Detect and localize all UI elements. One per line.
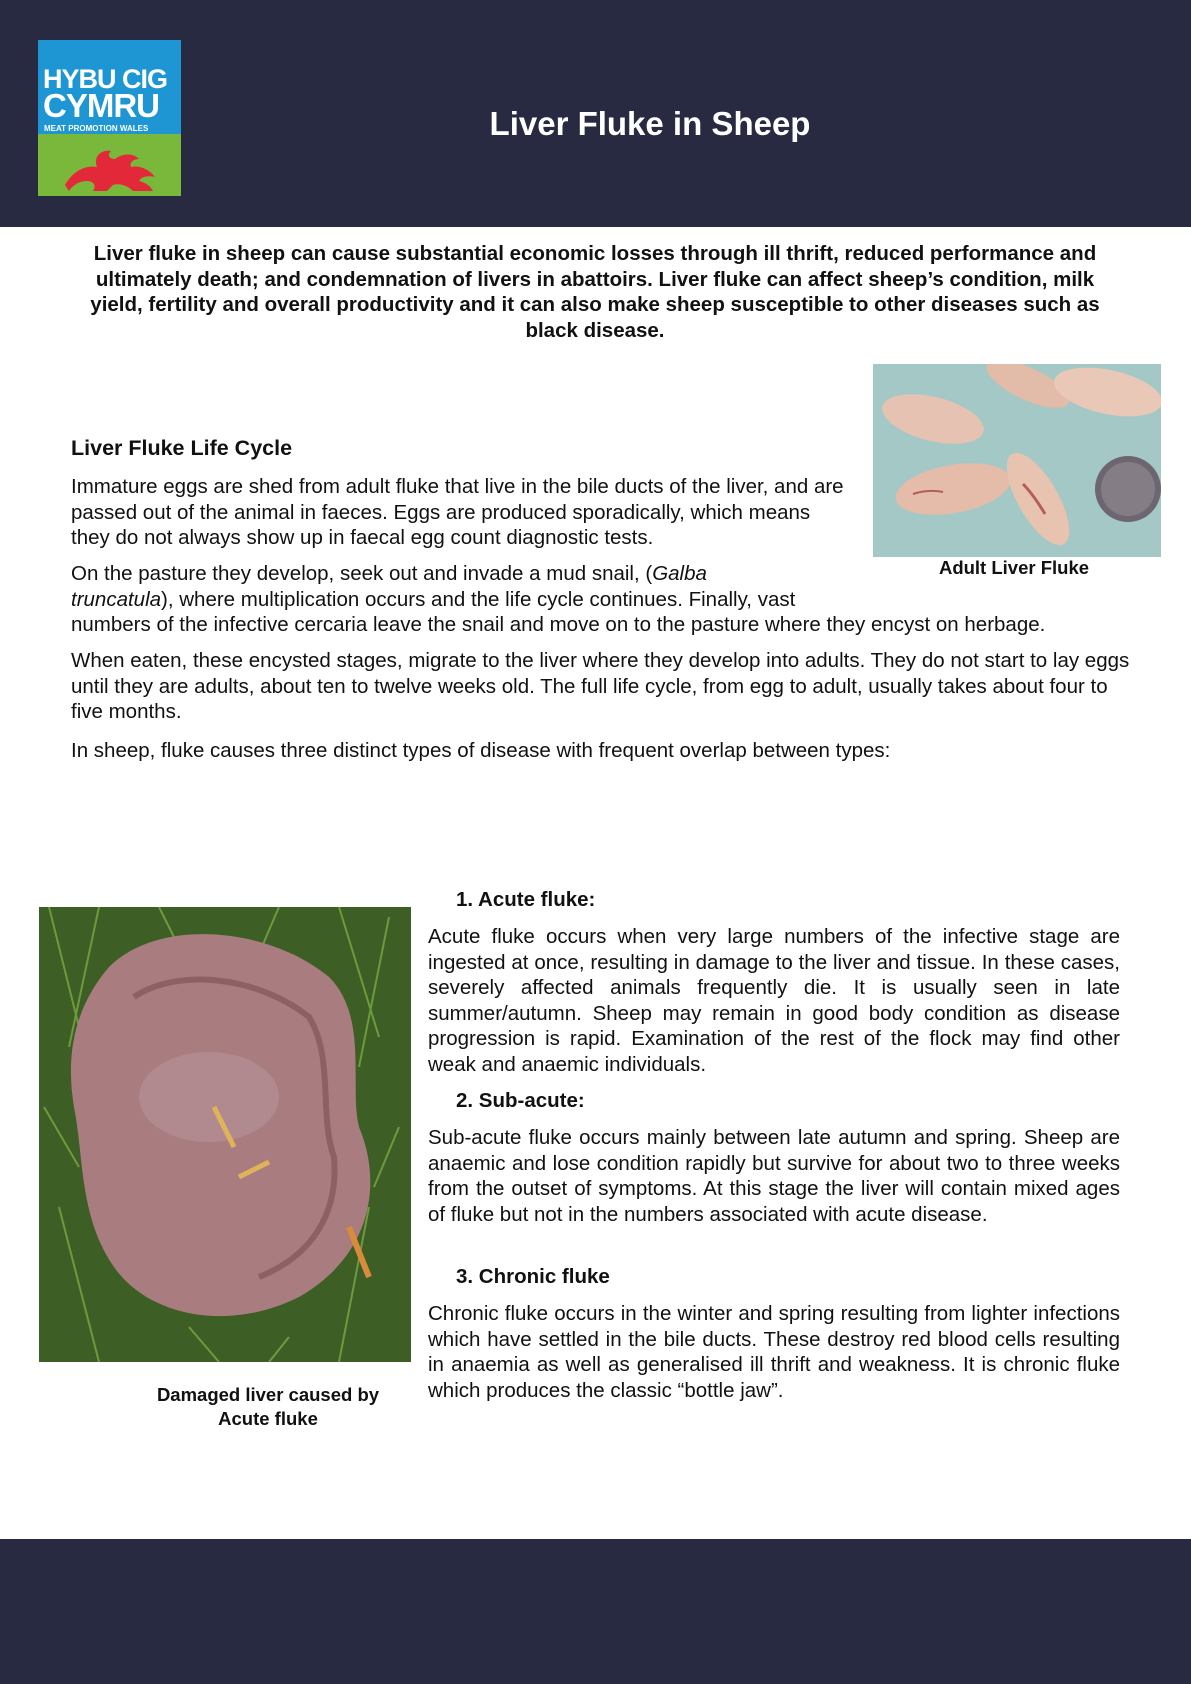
damaged-liver-caption bbox=[128, 1383, 408, 1431]
life-cycle-paragraph-2 bbox=[71, 561, 851, 612]
life-cycle-heading: Liver Fluke Life Cycle bbox=[71, 436, 293, 460]
sub-acute-text: Sub-acute fluke occurs mainly between late autumn and spring. Sheep are anaemic and lose condition rapidly but survive for about two to three weeks from the outset of symptoms. At this stage the liver will contain mixed ages of fluke but not in the numbers associated with acute disease. bbox=[428, 1126, 1120, 1226]
chronic-fluke-text: Chronic fluke occurs in the winter and spring resulting from lighter infections which have settled in the bile ducts. These destroy red blood cells resulting in anaemia as well as generalised ill thrift and weakness. It is chronic fluke which produces the classic “bottle jaw”. bbox=[428, 1302, 1120, 1402]
acute-fluke-heading: 1. Acute fluke: bbox=[456, 888, 596, 911]
logo-text-line1: HYBU CIG bbox=[43, 64, 168, 94]
logo-text-line2: CYMRU bbox=[43, 87, 159, 124]
adult-fluke-caption: Adult Liver Fluke bbox=[938, 557, 1090, 578]
p2-species: truncatula bbox=[71, 587, 162, 611]
page-title: Liver Fluke in Sheep bbox=[489, 105, 811, 142]
life-cycle-paragraph-3: When eaten, these encysted stages, migrate to the liver where they develop into adults. They do not start to lay eggs until they are adults, about ten to twelve weeks old. The full life cycle, from egg to adult, usually takes about four to five months. bbox=[71, 649, 1130, 723]
life-cycle-paragraph-2-end: numbers of the infective cercaria leave the snail and move on to the pasture where they encyst on herbage. bbox=[71, 613, 1046, 636]
p2-mid: ), where multiplication occurs and the life cycle continues. Finally, vast bbox=[161, 587, 796, 611]
damaged-liver-photo bbox=[39, 907, 411, 1362]
p2-start: On the pasture they develop, seek out and invade a mud snail, ( bbox=[71, 562, 653, 585]
sub-acute-heading: 2. Sub-acute: bbox=[456, 1089, 585, 1112]
chronic-fluke-heading: 3. Chronic fluke bbox=[456, 1265, 610, 1288]
acute-fluke-text: Acute fluke occurs when very large numbers of the infective stage are ingested at once, resulting in damage to the liver and tissue. In these cases, severely affected animals frequently die. It is usually seen in late summer/autumn. Sheep may remain in good body condition as disease progression is rapid. Examination of the rest of the flock may find other weak and anaemic individuals. bbox=[428, 925, 1120, 1076]
adult-liver-fluke-photo bbox=[873, 364, 1161, 557]
damaged-liver-caption-line2: Acute fluke bbox=[218, 1408, 318, 1429]
damaged-liver-caption-line1: Damaged liver caused by bbox=[156, 1384, 380, 1405]
dragon-icon bbox=[63, 145, 158, 193]
hcc-logo bbox=[38, 40, 181, 196]
p2-genus: Galba bbox=[652, 562, 707, 585]
logo-subtitle: MEAT PROMOTION WALES bbox=[44, 124, 149, 133]
footer-bar bbox=[0, 1539, 1191, 1684]
life-cycle-paragraph-4: In sheep, fluke causes three distinct types of disease with frequent overlap between types: bbox=[71, 739, 891, 762]
life-cycle-paragraph-1: Immature eggs are shed from adult fluke that live in the bile ducts of the liver, and are passed out of the animal in faeces. Eggs are produced sporadically, which means they do not always show up in faecal egg count diagnostic tests. bbox=[71, 475, 844, 549]
intro-paragraph: Liver fluke in sheep can cause substantial economic losses through ill thrift, reduced performance and ultimately death; and condemnation of livers in abattoirs. Liver fluke can affect sheep’s condition, milk yield, fertility and overall productivity and it can also make sheep susceptible to other diseases such as black disease. bbox=[90, 242, 1100, 342]
